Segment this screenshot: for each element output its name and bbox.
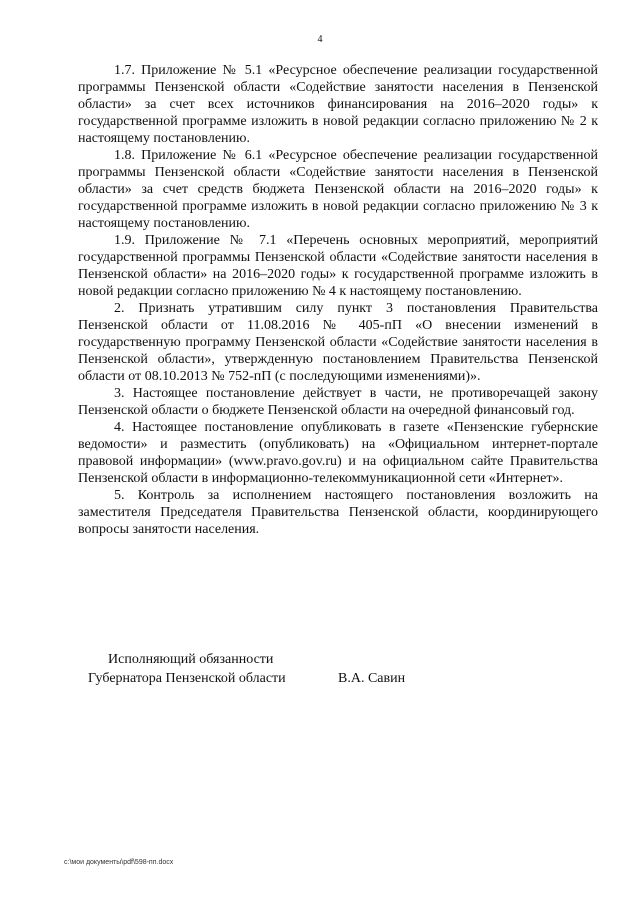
paragraph-1-9: 1.9. Приложение № 7.1 «Перечень основных мероприятий, мероприятий государственной программы Пензенской области «Содействие занятости населения в Пензенской области» на 2016–2020 годы» к государственной программе изложить в новой редакции согласно приложению № 4 к настоящему постановлению.: [78, 233, 598, 299]
paragraph-1-7: 1.7. Приложение № 5.1 «Ресурсное обеспечение реализации государственной программы Пензенской области «Содействие занятости населения в Пензенской области» за счет всех источников финансирования на 2016–2020 годы» к государственной программе изложить в новой редакции согласно приложению № 2 к настоящему постановлению.: [78, 63, 598, 146]
paragraph-2: 2. Признать утратившим силу пункт 3 постановления Правительства Пензенской области от 11.08.2016 № 405-пП «О внесении изменений в государственную программу Пензенской области «Содействие занятости населения в Пензенской области», утвержденную постановлением Правительства Пензенской области от 08.10.2013 № 752-пП (с последующими изменениями)».: [78, 301, 598, 384]
paragraph-5: 5. Контроль за исполнением настоящего постановления возложить на заместителя Председателя Правительства Пензенской области, координирующего вопросы занятости населения.: [78, 488, 598, 537]
paragraph-1-8: 1.8. Приложение № 6.1 «Ресурсное обеспечение реализации государственной программы Пензенской области «Содействие занятости населения в Пензенской области» за счет средств бюджета Пензенской области на 2016–2020 годы» к государственной программе изложить в новой редакции согласно приложению № 3 к настоящему постановлению.: [78, 148, 598, 231]
paragraph-4: 4. Настоящее постановление опубликовать в газете «Пензенские губернские ведомости» и разместить (опубликовать) на «Официальном интернет-портале правовой информации» (www.pravo.gov.ru) и на официальном сайте Правительства Пензенской области в информационно-телекоммуникационной сети «Интернет».: [78, 420, 598, 486]
file-path-footer: c:\мои документы\pdf\598-пп.docx: [64, 859, 174, 866]
paragraph-3: 3. Настоящее постановление действует в части, не противоречащей закону Пензенской области о бюджете Пензенской области на очередной финансовый год.: [78, 386, 598, 418]
document-body: [78, 62, 598, 538]
signatory-name: В.А. Савин: [338, 671, 406, 686]
signatory-role-line-1: Исполняющий обязанности: [108, 652, 274, 667]
signatory-role-line-2: Губернатора Пензенской области: [88, 671, 286, 686]
page-number: 4: [317, 34, 323, 45]
